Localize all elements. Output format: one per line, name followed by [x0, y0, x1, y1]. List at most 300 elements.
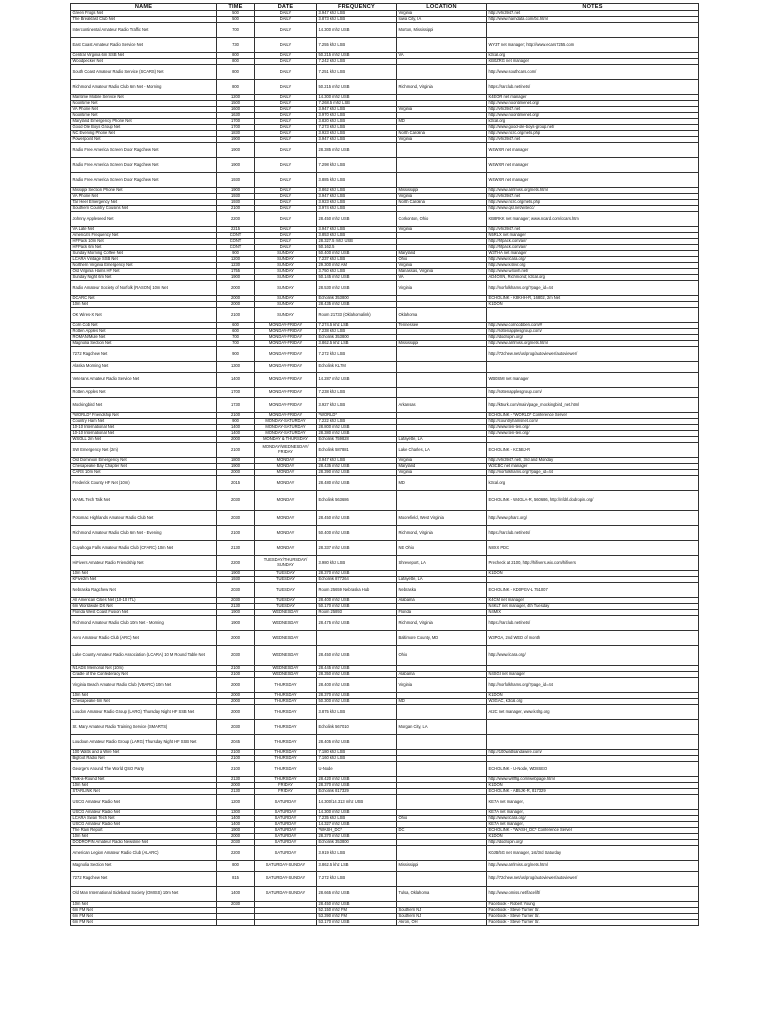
table-row — [71, 846, 699, 861]
notes-cell: http://vfn3947.net/, 3rd and Monday — [487, 458, 699, 464]
time-cell: 2030 — [217, 720, 255, 735]
date-cell: DAILY — [255, 11, 317, 17]
column-header-date: DATE — [255, 4, 317, 11]
frequency-cell: 28.480 mhz USB — [317, 476, 397, 491]
location-cell: Alabama — [397, 672, 487, 678]
net-name-cell: HiFivers Amateur Radio Friendship Net — [71, 556, 217, 571]
date-cell: SUNDAY — [255, 251, 317, 257]
time-cell: 1200 — [217, 257, 255, 263]
notes-cell: http://www.ncrc.org/nets.php — [487, 131, 699, 137]
table-body — [71, 11, 699, 926]
notes-cell — [487, 735, 699, 750]
frequency-cell: 50.215 mhz USB — [317, 53, 397, 59]
date-cell: MONDAY-FRIDAY — [255, 341, 317, 347]
location-cell: Florida — [397, 610, 487, 616]
net-name-cell: South Coast Amateur Radio Service (SCARS) Net — [71, 65, 217, 80]
net-name-cell: OK Wires-X Net — [71, 308, 217, 323]
net-name-cell: 10-10 International Net — [71, 425, 217, 431]
net-name-cell: VA Late Net — [71, 227, 217, 233]
date-cell: SUNDAY — [255, 302, 317, 308]
net-name-cell: VA Phone Net — [71, 194, 217, 200]
net-name-cell: Cradle of the Confederacy Net — [71, 672, 217, 678]
time-cell: 1230 — [217, 263, 255, 269]
location-cell: Akron, OH — [397, 919, 487, 925]
frequency-cell: 14.300 mhz USB — [317, 95, 397, 101]
frequency-cell: *WASH_DC* — [317, 828, 397, 834]
time-cell: 1900 — [217, 158, 255, 173]
table-row — [71, 541, 699, 556]
date-cell: MONDAY — [255, 541, 317, 556]
header-row — [71, 4, 699, 11]
date-cell: DAILY — [255, 53, 317, 59]
table-row — [71, 398, 699, 413]
frequency-cell: 3.970 khz LSB — [317, 113, 397, 119]
notes-cell: N4SGI net manager — [487, 672, 699, 678]
date-cell: DAILY — [255, 212, 317, 227]
date-cell: THURSDAY — [255, 705, 317, 720]
notes-cell: ECHOLINK - KD0PGV-L 751007 — [487, 583, 699, 598]
notes-cell: http://www.hamdata.com/bc.html — [487, 17, 699, 23]
frequency-cell: 28.400 mhz USB — [317, 678, 397, 693]
table-row — [71, 491, 699, 511]
date-cell: DAILY — [255, 137, 317, 143]
time-cell: 1755 — [217, 269, 255, 275]
date-cell: WEDNESDAY — [255, 631, 317, 646]
time-cell: 800 — [217, 59, 255, 65]
location-cell — [397, 143, 487, 158]
time-cell: 900 — [217, 251, 255, 257]
net-name-cell: Richmond Amateur Radio Club 6m Net - Evening — [71, 526, 217, 541]
location-cell: Tennessee — [397, 323, 487, 329]
location-cell: Virginia — [397, 458, 487, 464]
frequency-cell: 28.450 mhz USB — [317, 901, 397, 907]
notes-cell: http://www.w4ovh.net/ — [487, 269, 699, 275]
net-name-cell: 10m Net — [71, 783, 217, 789]
frequency-cell: 3.947 khz LSB — [317, 137, 397, 143]
location-cell — [397, 362, 487, 373]
frequency-cell: 7.255 khz LSB — [317, 38, 397, 53]
date-cell: MONDAY — [255, 464, 317, 470]
table-row — [71, 443, 699, 458]
notes-cell: http://countryhamsnet.com/ — [487, 419, 699, 425]
net-name-cell: 7272 Ragchew Net — [71, 871, 217, 886]
time-cell: 1700 — [217, 125, 255, 131]
net-name-cell: Good Ole Boys Group Net — [71, 125, 217, 131]
time-cell: 1930 — [217, 200, 255, 206]
date-cell: SUNDAY — [255, 296, 317, 302]
time-cell: 2000 — [217, 678, 255, 693]
date-cell: MONDAY-FRIDAY — [255, 329, 317, 335]
table-row — [71, 143, 699, 158]
notes-cell: k3cal.org — [487, 53, 699, 59]
time-cell: 2015 — [217, 476, 255, 491]
net-name-cell: USCG Amateur Radio Net — [71, 822, 217, 828]
column-header-frequency: FREQUENCY — [317, 4, 397, 11]
frequency-cell: 3.980 khz LSB — [317, 556, 397, 571]
net-name-cell: All American Cities Net (10-10 ITL) — [71, 598, 217, 604]
date-cell: DAILY — [255, 95, 317, 101]
frequency-cell: 28.450 mhz USB — [317, 646, 397, 666]
time-cell: 1900 — [217, 188, 255, 194]
time-cell: 1900 — [217, 137, 255, 143]
table-row — [71, 762, 699, 777]
location-cell: Lafayette, LA — [397, 437, 487, 443]
notes-cell: WB0SMI net manager — [487, 372, 699, 387]
date-cell: DAILY — [255, 143, 317, 158]
table-row — [71, 308, 699, 323]
location-cell — [397, 173, 487, 188]
time-cell: 2130 — [217, 789, 255, 795]
frequency-cell: 7.238 khz LSB — [317, 387, 397, 398]
time-cell: 815 — [217, 871, 255, 886]
notes-cell — [487, 308, 699, 323]
frequency-cell: 3.853 khz LSB — [317, 233, 397, 239]
date-cell: SATURDAY — [255, 834, 317, 840]
frequency-cell: 7.298 khz LSB — [317, 158, 397, 173]
net-name-cell: Frederick County HF Net (10m) — [71, 476, 217, 491]
time-cell: 2100 — [217, 756, 255, 762]
notes-cell: K4EOR net manager — [487, 95, 699, 101]
net-name-cell: 7272 Ragchew Net — [71, 347, 217, 362]
time-cell: 2130 — [217, 604, 255, 610]
date-cell: DAILY — [255, 23, 317, 38]
notes-cell: http://www.good-ole-boys-group.net/ — [487, 125, 699, 131]
notes-cell: http://norfolkhams.org/?page_id=44 — [487, 281, 699, 296]
time-cell: 1500 — [217, 101, 255, 107]
frequency-cell: 50.400 mhz USB — [317, 251, 397, 257]
time-cell: 2000 — [217, 834, 255, 840]
notes-cell: http://k5urk.com/main/page_mockingbird_net.html — [487, 398, 699, 413]
notes-cell: http://www.southcars.com/ — [487, 65, 699, 80]
time-cell: 2030 — [217, 646, 255, 666]
date-cell: MONDAY-SATURDAY — [255, 425, 317, 431]
frequency-cell: 3.947 khz LSB — [317, 458, 397, 464]
notes-cell: W3THA net manager — [487, 251, 699, 257]
notes-cell: http://dodropin.org/ — [487, 335, 699, 341]
frequency-cell: Echolink 353800 — [317, 335, 397, 341]
notes-cell: K1DON — [487, 783, 699, 789]
frequency-cell: 3.820 khz LSB — [317, 119, 397, 125]
frequency-cell: 3.862.5 khz LSB — [317, 861, 397, 872]
date-cell: THURSDAY — [255, 762, 317, 777]
time-cell: 2000 — [217, 437, 255, 443]
frequency-cell: 28.370 mhz USB — [317, 693, 397, 699]
notes-cell: N4MIX — [487, 610, 699, 616]
date-cell: FRIDAY — [255, 789, 317, 795]
date-cell: TUESDAY — [255, 598, 317, 604]
notes-cell: W4WXR net manager — [487, 158, 699, 173]
location-cell: Morgan City, LA — [397, 720, 487, 735]
notes-cell: ECHOLINK - *WASH_DC* Conference Server — [487, 828, 699, 834]
notes-cell: N8XX PDC — [487, 541, 699, 556]
location-cell: Virginia — [397, 194, 487, 200]
net-name-cell: 100 Watts and a Wire Net — [71, 750, 217, 756]
net-name-cell: 6m FM Net — [71, 907, 217, 913]
notes-cell: http://www.corncobben.com/# — [487, 323, 699, 329]
time-cell — [217, 919, 255, 925]
table-row — [71, 678, 699, 693]
notes-cell: ECHOLINK - K8KHH-R, 16802, 2m Net — [487, 296, 699, 302]
net-name-cell: WAML Tech Talk Net — [71, 491, 217, 511]
time-cell: 800 — [217, 53, 255, 59]
date-cell: DAILY — [255, 125, 317, 131]
notes-cell: https://rarclub.net/nets/ — [487, 80, 699, 95]
frequency-cell: 3.927 khz LSB — [317, 398, 397, 413]
table-row — [71, 212, 699, 227]
net-name-cell: USCG Amateur Radio Net — [71, 795, 217, 810]
time-cell: 730 — [217, 38, 255, 53]
notes-cell: Precheck at 2100, http://hifivers.wix.com/hifivers — [487, 556, 699, 571]
table-row — [71, 23, 699, 38]
location-cell: Southern NJ — [397, 913, 487, 919]
frequency-cell: 28.435 mhz USB — [317, 302, 397, 308]
frequency-cell: 14.300 mhz USB — [317, 23, 397, 38]
date-cell: TUESDAY — [255, 604, 317, 610]
date-cell: SATURDAY-SUNDAY — [255, 886, 317, 901]
date-cell: WEDNESDAY — [255, 666, 317, 672]
time-cell: 600 — [217, 323, 255, 329]
time-cell: 1900 — [217, 616, 255, 631]
date-cell: THURSDAY — [255, 756, 317, 762]
date-cell: DAILY — [255, 173, 317, 188]
table-row — [71, 362, 699, 373]
notes-cell: http://norfolkhams.org/?page_id=44 — [487, 470, 699, 476]
frequency-cell: 3.875 khz LSB — [317, 705, 397, 720]
date-cell: SATURDAY — [255, 822, 317, 828]
date-cell: SATURDAY — [255, 816, 317, 822]
time-cell: 1900 — [217, 464, 255, 470]
frequency-cell: 7.268.5 mhz LSB — [317, 101, 397, 107]
date-cell: DAILY — [255, 206, 317, 212]
notes-cell: http://72chew.net/us/prog/autoviewer/autoviewer/ — [487, 347, 699, 362]
notes-cell: AD4OXN, Richmond; k3cal.org — [487, 275, 699, 281]
frequency-cell: 28.800 mhz USB — [317, 425, 397, 431]
time-cell: 2000 — [217, 470, 255, 476]
net-name-cell: VA Phone Net — [71, 107, 217, 113]
time-cell: 1200 — [217, 95, 255, 101]
net-name-cell: Woodpecker Net — [71, 59, 217, 65]
net-name-cell: LCARA Swan Tech Net — [71, 816, 217, 822]
notes-cell — [487, 720, 699, 735]
notes-cell: KE7A net manager, — [487, 795, 699, 810]
frequency-cell: 3.885 khz LSB — [317, 173, 397, 188]
frequency-cell: 28.380 mhz USB — [317, 431, 397, 437]
location-cell: Lafayette, LA — [397, 577, 487, 583]
frequency-cell: 7.274.5 khz LSB — [317, 323, 397, 329]
date-cell: MONDAY-FRIDAY — [255, 398, 317, 413]
net-name-cell: STARLINK Net — [71, 789, 217, 795]
net-name-cell: Radio Free America Screen Door Ragchew Net — [71, 173, 217, 188]
notes-cell: http://vfn3947.net — [487, 227, 699, 233]
time-cell: 800 — [217, 80, 255, 95]
date-cell: SATURDAY — [255, 828, 317, 834]
net-name-cell: Noontime Net — [71, 101, 217, 107]
frequency-cell: Room 21733 (Oklahomalink) — [317, 308, 397, 323]
notes-cell: ECHOLINK - AB5JK-R, 817329 — [487, 789, 699, 795]
frequency-cell: 50.400 mhz USB — [317, 526, 397, 541]
frequency-cell: 3.923 khz LSB — [317, 200, 397, 206]
frequency-cell: 28.390 mhz USB — [317, 470, 397, 476]
frequency-cell: 28.350 mhz USB — [317, 672, 397, 678]
time-cell: 2100 — [217, 666, 255, 672]
date-cell: DAILY — [255, 233, 317, 239]
notes-cell: http://www.qsl.net/w4ecc/ — [487, 206, 699, 212]
frequency-cell: 29.300 mhz AM — [317, 263, 397, 269]
time-cell: 1930 — [217, 577, 255, 583]
date-cell: MONDAY-FRIDAY — [255, 323, 317, 329]
time-cell: 2030 — [217, 583, 255, 598]
net-name-cell: Sunday Night 6m Net — [71, 275, 217, 281]
frequency-cell: 7.222 khz LSB — [317, 419, 397, 425]
net-name-cell: George's Around The World QSO Party — [71, 762, 217, 777]
net-name-cell: Florida West Coast Fusion Net — [71, 610, 217, 616]
time-cell: 1900 — [217, 828, 255, 834]
notes-cell: http://www.lcara.org/ — [487, 816, 699, 822]
notes-cell: http://www.ten-ten.org/ — [487, 431, 699, 437]
notes-cell: Facebook - Steve Turner Sr. — [487, 913, 699, 919]
notes-cell: https://rarclub.net/nets/ — [487, 526, 699, 541]
frequency-cell: 28.327.5 mhz USB — [317, 239, 397, 245]
location-cell: Iowa City, IA — [397, 17, 487, 23]
notes-cell: AI2C net manager, www.k4lrg.org — [487, 705, 699, 720]
time-cell: 2100 — [217, 750, 255, 756]
frequency-cell: 14.327 mhz USB — [317, 822, 397, 828]
time-cell: 2030 — [217, 491, 255, 511]
table-row — [71, 646, 699, 666]
time-cell: 1900 — [217, 610, 255, 616]
net-name-cell: Green Frogs Net — [71, 11, 217, 17]
notes-cell: k3cal.org — [487, 476, 699, 491]
frequency-cell: 7.273 khz LSB — [317, 125, 397, 131]
net-name-cell: Richmond Amateur Radio Club 6m Net - Morning — [71, 80, 217, 95]
frequency-cell: 7.237 khz LSB — [317, 257, 397, 263]
location-cell: VA — [397, 275, 487, 281]
date-cell: WEDNESDAY — [255, 672, 317, 678]
date-cell: MONDAY — [255, 491, 317, 511]
frequency-cell: 28.337 mhz USB — [317, 541, 397, 556]
frequency-cell: 3.750 khz LSB — [317, 269, 397, 275]
location-cell: Oklahoma — [397, 308, 487, 323]
net-name-cell: KFive2m Net — [71, 577, 217, 583]
net-name-cell: *WORLD* Friendship Net — [71, 413, 217, 419]
frequency-cell: 7.272 khz LSB — [317, 347, 397, 362]
notes-cell: K1DON — [487, 834, 699, 840]
notes-cell: http://100wattsandawire.com/ — [487, 750, 699, 756]
time-cell: 2030 — [217, 598, 255, 604]
time-cell: 1700 — [217, 119, 255, 125]
date-cell: TUESDAY/THURSDAY/ SUNDAY — [255, 556, 317, 571]
date-cell: DAILY — [255, 113, 317, 119]
date-cell: SUNDAY — [255, 281, 317, 296]
frequency-cell: Echolink 817329 — [317, 789, 397, 795]
net-name-cell: Central Virginia 6m SSB Net — [71, 53, 217, 59]
table-row — [71, 65, 699, 80]
notes-cell: W3PGA, 2nd WED of month — [487, 631, 699, 646]
time-cell: 2000 — [217, 693, 255, 699]
time-cell: CONT — [217, 245, 255, 251]
net-name-cell: Alaska Morning Net — [71, 362, 217, 373]
notes-cell: ECHOLINK - KC5BJ-R — [487, 443, 699, 458]
date-cell: SUNDAY — [255, 275, 317, 281]
date-cell: SATURDAY-SUNDAY — [255, 871, 317, 886]
location-cell: Tulsa, Oklahoma — [397, 886, 487, 901]
frequency-cell: 50.215 mhz USB — [317, 80, 397, 95]
time-cell: 2200 — [217, 846, 255, 861]
notes-cell: Facebook - Robert Young — [487, 901, 699, 907]
time-cell: 2100 — [217, 308, 255, 323]
date-cell: MONDAY — [255, 511, 317, 526]
frequency-cell: 14.300/14.313 mhz USB — [317, 795, 397, 810]
date-cell: TUESDAY — [255, 577, 317, 583]
notes-cell: W3CBC net manager — [487, 464, 699, 470]
time-cell: 2000 — [217, 783, 255, 789]
notes-cell: ECHOLINK - *WORLD* Conference Server — [487, 413, 699, 419]
notes-cell: http://hfpack.com/air/ — [487, 245, 699, 251]
location-cell: Alabama — [397, 598, 487, 604]
date-cell: SUNDAY — [255, 263, 317, 269]
location-cell: Virginia — [397, 107, 487, 113]
location-cell — [397, 387, 487, 398]
date-cell: SUNDAY — [255, 308, 317, 323]
date-cell: MONDAY — [255, 470, 317, 476]
net-name-cell: WSOLL 2m Net — [71, 437, 217, 443]
net-name-cell: ROMAN/Mule Net — [71, 335, 217, 341]
frequency-cell: Room 25659 Nebraska Hub — [317, 583, 397, 598]
net-name-cell: Northern Virginia Emergency Net — [71, 263, 217, 269]
location-cell: DC — [397, 828, 487, 834]
time-cell: 2030 — [217, 840, 255, 846]
net-name-cell: Old Man International Sideband Society (OMISS) 10m Net — [71, 886, 217, 901]
notes-cell: http://www.w8fflg.com/webpage.html — [487, 777, 699, 783]
date-cell: SUNDAY — [255, 269, 317, 275]
notes-cell: https://rarclub.net/nets/ — [487, 616, 699, 631]
notes-cell: KE7A net manager, — [487, 822, 699, 828]
time-cell: 900 — [217, 419, 255, 425]
table-row — [71, 387, 699, 398]
net-name-cell: Aero Amateur Radio Club (ARC) Net — [71, 631, 217, 646]
notes-cell: N5RLX net manager — [487, 233, 699, 239]
net-name-cell: DCARC Net — [71, 296, 217, 302]
location-cell: Virginia — [397, 281, 487, 296]
date-cell: DAILY — [255, 188, 317, 194]
time-cell: 1400 — [217, 431, 255, 437]
net-name-cell: Maryland Emergency Phone Net — [71, 119, 217, 125]
frequency-cell: 3.873 khz LSB — [317, 17, 397, 23]
net-name-cell: Magnolia Section Net — [71, 861, 217, 872]
date-cell: MONDAY — [255, 458, 317, 464]
table-row — [71, 861, 699, 872]
net-name-cell: Radio Free America Screen Door Ragchew Net — [71, 158, 217, 173]
location-cell: Baltimore County, MD — [397, 631, 487, 646]
notes-cell: ECHOLINK - W4GLA-R, 560686, http://nfdrl.dodropin.org/ — [487, 491, 699, 511]
notes-cell: http://norfolkhams.org/?page_id=44 — [487, 678, 699, 693]
location-cell: Virginia — [397, 11, 487, 17]
notes-cell: http://dodropin.org/ — [487, 840, 699, 846]
net-name-cell: Radio Free America Screen Door Ragchew Net — [71, 143, 217, 158]
frequency-cell — [317, 631, 397, 646]
column-header-time: TIME — [217, 4, 255, 11]
table-row — [71, 38, 699, 53]
notes-cell: http://www.pharc.org/ — [487, 511, 699, 526]
net-name-cell: Richmond Amateur Radio Club 10m Net - Morning — [71, 616, 217, 631]
time-cell: 1200 — [217, 795, 255, 810]
time-cell: 2130 — [217, 777, 255, 783]
notes-cell — [487, 362, 699, 373]
net-name-cell: Magnolia Section Net — [71, 341, 217, 347]
location-cell: Virginia — [397, 263, 487, 269]
notes-cell: http://rottenapplesgroup.com/ — [487, 387, 699, 398]
frequency-cell: 3.947 khz LSB — [317, 194, 397, 200]
